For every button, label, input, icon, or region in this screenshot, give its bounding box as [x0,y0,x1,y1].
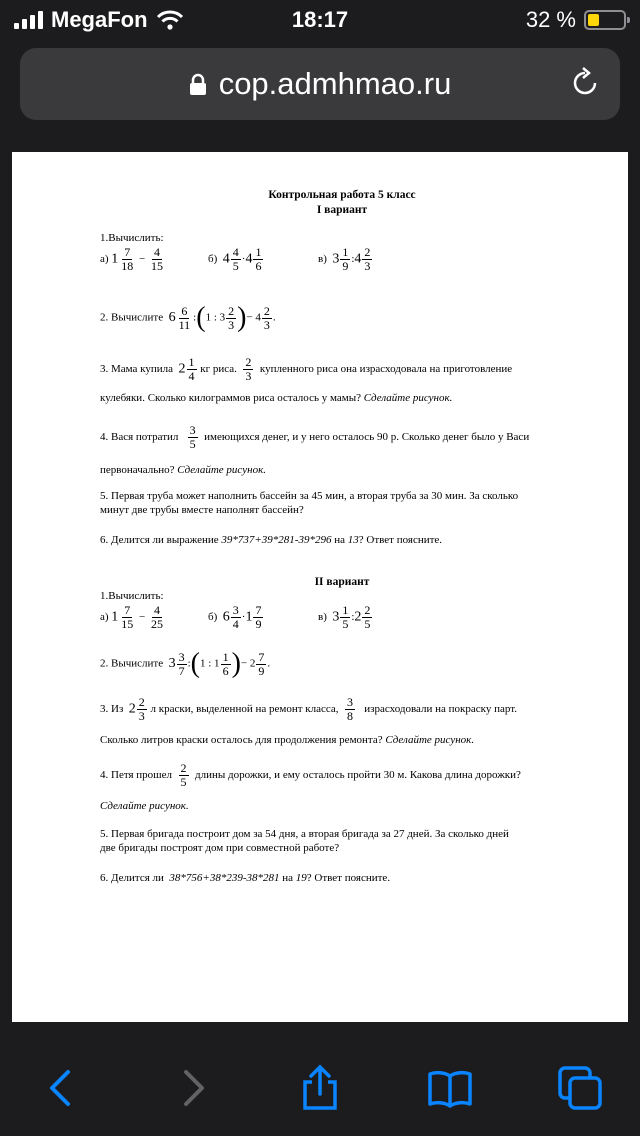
text: 39*737+39*281-39*296 [221,534,332,546]
op: · [241,253,246,266]
text: ? Ответ поясните. [358,534,443,546]
fraction: $\frac{1}{9}$ [342,245,349,273]
fraction: $\frac{7}{15}$ [121,603,134,631]
op: · [241,611,246,624]
punct: . [267,657,271,670]
v1-q3-line1 [100,356,512,383]
fraction: $\frac{1}{6}$ [222,649,229,678]
v2-q2: 2. Вычислите 3 $\frac{3}{7}$ :(1 : 1 $\frac{1}{6}$ )− 2 $\frac{7}{9}$ . [100,648,271,679]
op: − [139,611,146,624]
v2-q4-line2: Сделайте рисунок. [100,800,189,812]
clock: 18:17 [291,7,349,32]
fraction: $\frac{7}{9}$ [258,649,265,678]
v2-q1b [208,604,264,631]
op: − 2 [240,657,256,670]
num: 1 : 1 [200,657,220,670]
forward-icon[interactable] [168,1064,216,1112]
back-icon[interactable] [38,1064,86,1112]
text: 6. Делится ли [100,872,164,884]
v1-q1a-prefix: а) [100,253,109,266]
num: 3 [332,251,340,267]
v1-q6 [100,534,442,546]
v2-q6 [100,872,390,884]
text: на [334,534,345,546]
fraction: $\frac{6}{11}$ [178,303,191,332]
text: 6. Делится ли выражение [100,534,219,546]
num: 4 [245,251,253,267]
v1-q3-line2 [100,392,452,404]
fraction: $\frac{2}{5}$ [364,603,371,631]
battery-icon [584,10,626,30]
fraction: $\frac{3}{8}$ [347,695,354,723]
op: − [139,253,146,266]
v2-q5-line2: две бригады построят дом при совместной работе? [100,842,340,854]
fraction: $\frac{1}{4}$ [188,355,195,383]
v2-q3-line1 [100,696,517,723]
url-text: cop.admhmao.ru [218,66,452,101]
fraction: $\frac{2}{3}$ [228,303,235,332]
fraction: $\frac{7}{9}$ [255,603,262,631]
v1-q1b [208,246,264,273]
v2-heading: II вариант [314,576,370,588]
text: 4. Вася потратил [100,431,179,444]
status-bar [0,0,640,40]
text: кг риса. [200,363,237,376]
v2-q3-line2 [100,734,474,746]
v1-q4-line2 [100,464,266,476]
v2-q2-text: 2. Вычислите [100,657,164,670]
text: имеющихся денег, и у него осталось 90 р. Сколько денег было у Васи [204,431,530,444]
text: 3. Мама купила [100,363,174,376]
v1-q1c-prefix: в) [318,253,327,266]
num: 2 [128,701,136,717]
text: кулебяки. Сколько килограммов риса осталось у мамы? [100,392,361,404]
battery-fill [588,14,599,26]
fraction: $\frac{2}{3}$ [364,245,371,273]
browser-toolbar [0,1046,640,1136]
punct: . [272,311,276,324]
reload-icon[interactable] [568,66,602,100]
fraction: $\frac{3}{5}$ [189,423,196,451]
op: : [193,311,197,324]
v2-q1-label: 1.Вычислить: [100,590,164,602]
num: 3 [332,609,340,625]
document-page [12,152,628,1022]
battery-status [526,7,626,33]
v2-q1b-prefix: б) [208,611,218,624]
v2-q1c-prefix: в) [318,611,327,624]
v1-q4-line1 [100,424,529,451]
text: Сделайте рисунок. [177,464,266,476]
fraction: $\frac{4}{15}$ [151,245,164,273]
v1-q2-text: 2. Вычислите [100,311,164,324]
num: 1 [245,609,253,625]
fraction: $\frac{1}{6}$ [255,245,262,273]
num: 1 : 3 [205,311,226,324]
v1-q1-label: 1.Вычислить: [100,232,164,244]
fraction: $\frac{1}{5}$ [342,603,349,631]
op: : [351,253,355,266]
fraction: $\frac{7}{18}$ [121,245,134,273]
address-bar[interactable] [20,48,620,120]
carrier-name: MegaFon [51,7,148,32]
num: 6 [168,310,176,325]
bookmarks-icon[interactable] [426,1064,474,1112]
v1-q5-line2: минут две трубы вместе наполнят бассейн? [100,504,304,516]
text: 19 [295,872,307,884]
fraction: $\frac{2}{3}$ [138,695,145,723]
num: 4 [354,251,362,267]
num: 6 [222,609,230,625]
text: Сделайте рисунок. [363,392,453,404]
url-display[interactable] [20,66,620,102]
num: 3 [168,656,176,671]
text: Сделайте рисунок. [385,734,475,746]
num: 2 [354,609,362,625]
num: 2 [178,361,186,377]
num: 1 [111,609,119,625]
fraction: $\frac{2}{3}$ [245,355,252,383]
text: купленного риса она израсходовала на приготовление [259,363,513,376]
v2-q1a-prefix: а) [100,611,109,624]
v1-q2: 2. Вычислите 6 $\frac{6}{11}$ :(1 : 3 $\frac{2}{3}$ )− 4 $\frac{2}{3}$ . [100,302,276,333]
op: : [351,611,355,624]
text: 38*756+38*239-38*281 [169,872,280,884]
fraction: $\frac{2}{5}$ [180,761,187,789]
battery-percent: 32 % [525,7,576,32]
text: 3. Из [100,703,124,716]
num: 4 [222,251,230,267]
fraction: $\frac{4}{5}$ [232,245,239,273]
share-icon[interactable] [296,1064,344,1112]
fraction: $\frac{3}{4}$ [232,603,239,631]
text: израсходовали на покраску парт. [364,703,517,716]
op: : [187,657,191,670]
text: длины дорожки, и ему осталось пройти 30 м. Какова длина дорожки? [195,769,521,782]
text: 13 [347,534,359,546]
tabs-icon[interactable] [556,1064,604,1112]
fraction: $\frac{4}{25}$ [151,603,164,631]
v1-q5-line1: 5. Первая труба может наполнить бассейн за 45 мин, а вторая труба за 30 мин. За сколько [100,490,519,502]
v2-q1c [318,604,373,631]
lock-icon [189,73,207,95]
text: 4. Петя прошел [100,769,173,782]
v1-q1a [100,246,166,273]
fraction: $\frac{2}{3}$ [263,303,270,332]
op: − 4 [246,311,261,324]
v1-heading: I вариант [316,204,368,216]
v2-q1a [100,604,166,631]
text: на [282,872,294,884]
doc-title: Контрольная работа 5 класс [268,189,416,201]
text: ? Ответ поясните. [306,872,391,884]
v1-q1b-prefix: б) [208,253,218,266]
text: Сколько литров краски осталось для продолжения ремонта? [100,734,383,746]
fraction: $\frac{3}{7}$ [178,649,185,678]
num: 1 [111,251,119,267]
text: первоначально? [100,464,175,476]
v2-q4-line1 [100,762,521,789]
text: л краски, выделенной на ремонт класса, [150,703,339,716]
v2-q5-line1: 5. Первая бригада построит дом за 54 дня, а вторая бригада за 27 дней. За сколько дней [100,828,509,840]
v1-q1c [318,246,373,273]
